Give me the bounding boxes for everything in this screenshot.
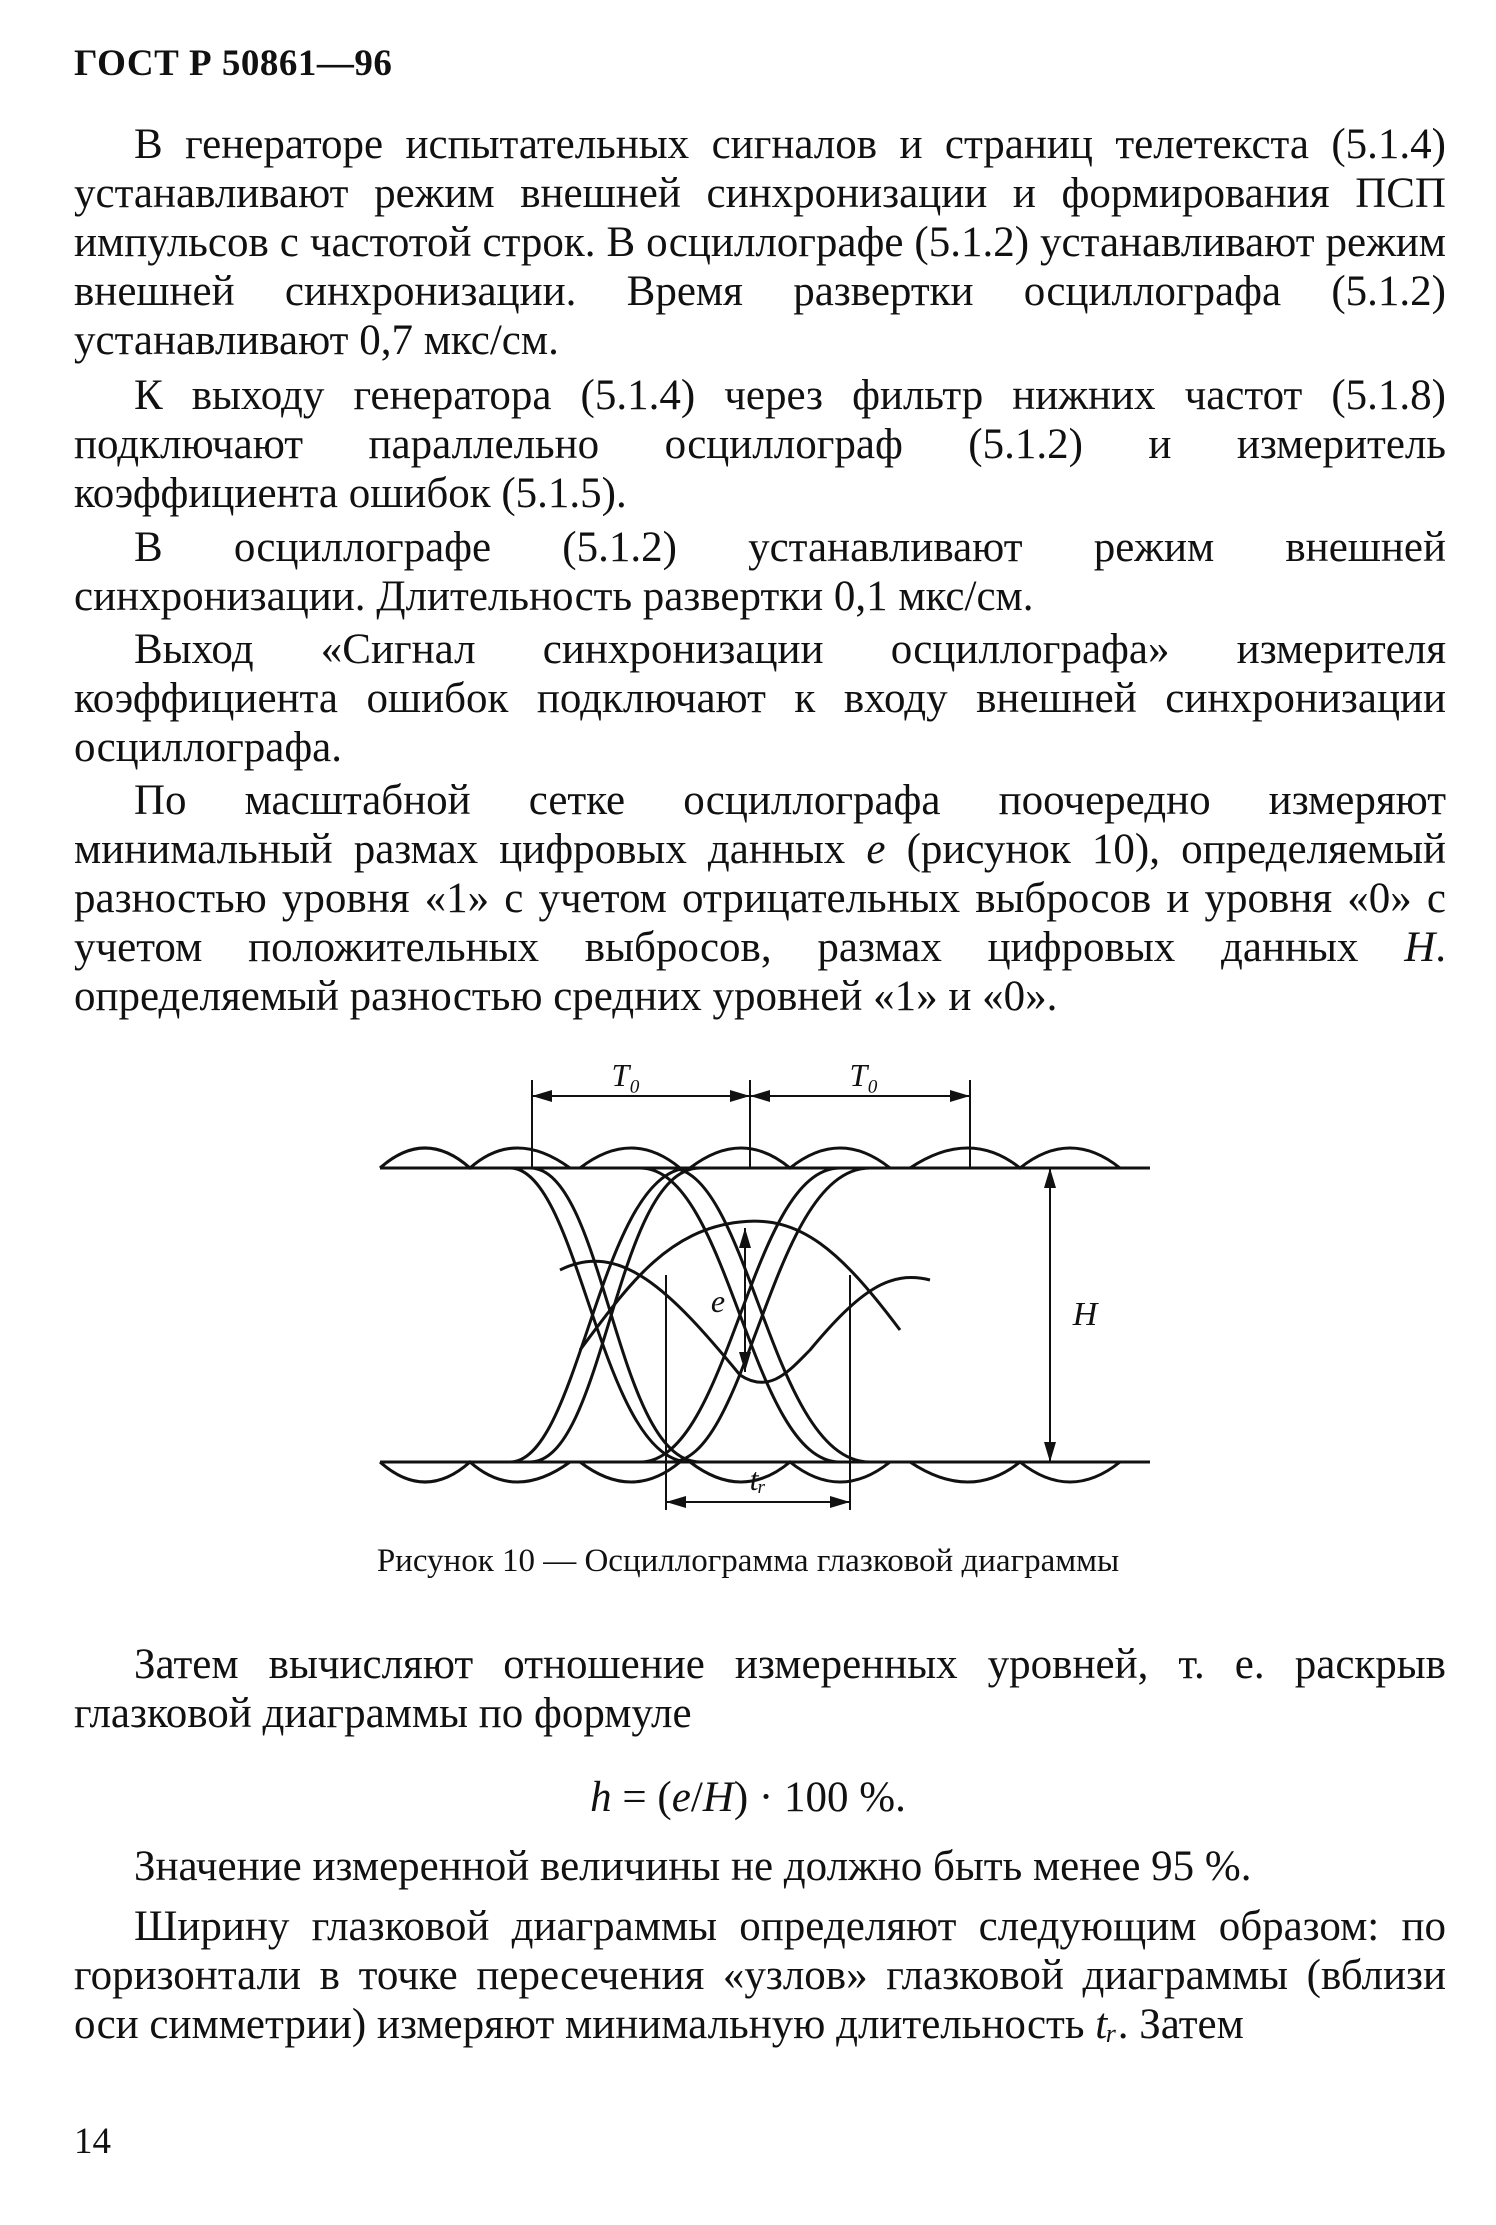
h-arrow-bottom — [1044, 1442, 1056, 1462]
transition-a — [510, 1168, 690, 1462]
paragraph-ratio: Затем вычисляют отношение измеренных уровней, т. е. раскрыв глазковой диаграммы по формуле — [74, 1641, 1446, 1737]
page-number: 14 — [74, 2121, 111, 2162]
transition-b — [510, 1168, 690, 1462]
tr-arrow-left — [666, 1496, 686, 1508]
top-ripple-left — [380, 1148, 570, 1168]
formula-h: h — [590, 1774, 612, 1821]
top-ripple-center-left — [580, 1148, 680, 1168]
e-arrow-top — [739, 1228, 751, 1248]
p5-text-a: По масштабной сетке осциллографа поочередно измеряют минимальный размах цифровых данных — [74, 777, 1446, 873]
p8-var-tr: tᵣ — [1095, 2001, 1118, 2048]
formula-eq: = ( — [611, 1774, 672, 1821]
t0-arrow-center-right — [750, 1090, 770, 1102]
h-arrow-top — [1044, 1168, 1056, 1188]
p5-text-b: (рисунок 10), определяемый разностью уровня «1» с учетом отрицательных выбросов и уровня «0» с учетом положительных выбросов, размах цифровых данных — [74, 826, 1446, 971]
t0-arrow-left — [532, 1090, 552, 1102]
p5-text-c: . определяемый разностью средних уровней «1» и «0». — [74, 924, 1446, 1020]
inner-eye-upper — [580, 1221, 900, 1350]
paragraph-requirement: Значение измеренной величины не должно быть менее 95 %. — [134, 1843, 1252, 1890]
eye-diagram-figure — [370, 1050, 1160, 1510]
p8-text-b: . Затем — [1117, 2001, 1244, 2048]
top-ripple-right — [910, 1148, 1120, 1168]
p5-var-H: H — [1404, 924, 1436, 971]
label-e: e — [710, 1283, 726, 1319]
label-h: H — [1072, 1296, 1098, 1333]
paragraph-sync-output: Выход «Сигнал синхронизации осциллографа» измерителя коэффициента ошибок подключают к входу внешней синхронизации осциллографа. — [74, 626, 1446, 771]
formula-rest: ) · 100 %. — [733, 1774, 906, 1821]
paragraph-eye-width — [74, 1902, 1446, 2049]
eye-diagram — [370, 1050, 1160, 1510]
formula-eye-opening — [0, 1773, 1496, 1822]
top-ripple-center-right — [690, 1148, 890, 1168]
p5-var-e: e — [866, 826, 886, 873]
formula-e: e — [671, 1774, 691, 1821]
label-t0-left: T₀ — [611, 1057, 641, 1093]
t0-arrow-right — [950, 1090, 970, 1102]
formula-slash: / — [690, 1774, 703, 1821]
t0-arrow-center-left — [730, 1090, 750, 1102]
paragraph-oscilloscope-mode: В осциллографе (5.1.2) устанавливают режим внешней синхронизации. Длительность развертки 0,1 мкс/см. — [74, 524, 1446, 620]
document-header: ГОСТ Р 50861—96 — [74, 43, 393, 84]
bottom-ripple-left — [380, 1462, 570, 1482]
paragraph-generator-setup: В генераторе испытательных сигналов и страниц телетекста (5.1.4) устанавливают режим внешней синхронизации и формирования ПСП импульсов с частотой строк. В осциллографе (5.1.2) устанавливают режим внешней синхронизации. Время развертки осциллографа (5.1.2) устанавливают 0,7 мкс/см. — [74, 121, 1446, 364]
figure-caption: Рисунок 10 — Осциллограмма глазковой диаграммы — [376, 1543, 1120, 1579]
tr-arrow-right — [830, 1496, 850, 1508]
bottom-ripple-center-right — [690, 1462, 890, 1482]
bottom-ripple-right — [910, 1462, 1120, 1482]
paragraph-connection: К выходу генератора (5.1.4) через фильтр нижних частот (5.1.8) подключают параллельно осциллограф (5.1.2) и измеритель коэффициента ошибок (5.1.5). — [74, 372, 1446, 517]
paragraph-measurement — [74, 776, 1446, 1021]
p8-text-a: Ширину глазковой диаграммы определяют следующим образом: по горизонтали в точке пересечения «узлов» глазковой диаграммы (вблизи оси симметрии) измеряют минимальную длительность — [74, 1903, 1446, 2048]
formula-H: H — [702, 1774, 734, 1821]
label-tr: tᵣ — [749, 1461, 767, 1497]
label-t0-right: T₀ — [849, 1057, 879, 1093]
